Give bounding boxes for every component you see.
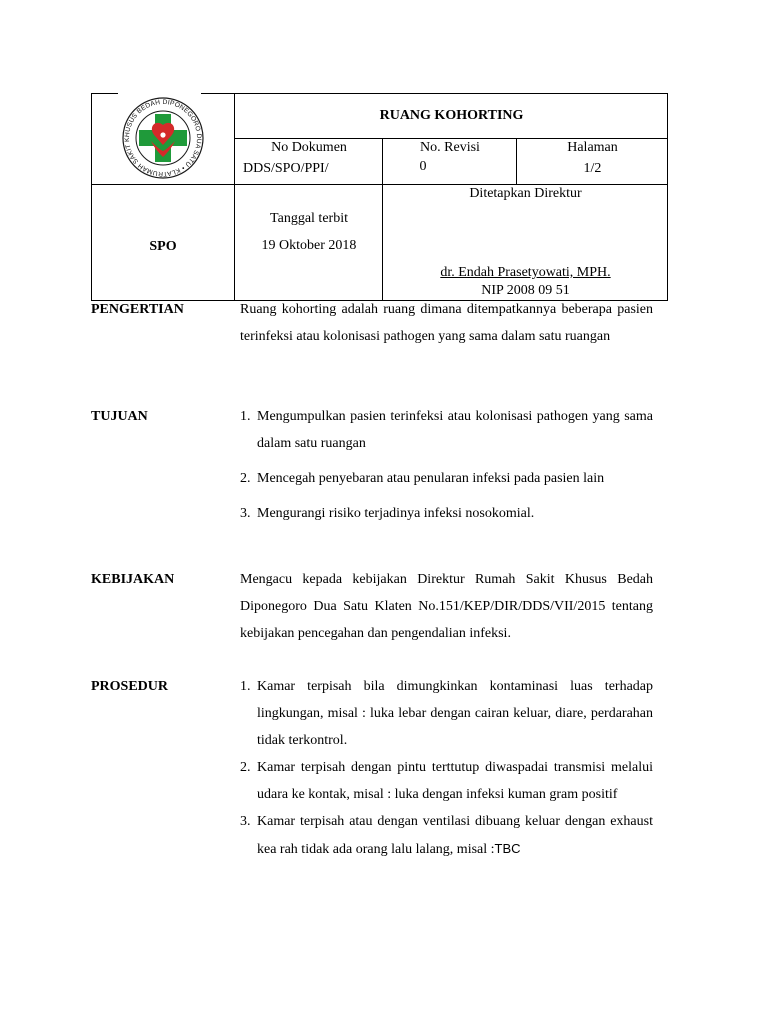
section-body-kebijakan: Mengacu kepada kebijakan Direktur Rumah Sakit Khusus Bedah Diponegoro Dua Satu Klaten No.151/KEP/DIR/DDS/VII/2015 tentang kebijakan pencegahan dan pengendalian infeksi. <box>240 572 653 641</box>
section-body-prosedur <box>240 673 653 863</box>
halaman-value: 1/2 <box>583 161 602 176</box>
section-label-pengertian: PENGERTIAN <box>91 302 184 317</box>
table-border-top <box>91 93 118 94</box>
tanggal-terbit-label: Tanggal terbit <box>270 211 348 226</box>
no-dokumen-value: DDS/SPO/PPI/ <box>243 161 329 176</box>
list-item: 2. Mencegah penyebaran atau penularan infeksi pada pasien lain <box>240 471 605 486</box>
no-revisi-label: No. Revisi <box>420 140 480 155</box>
no-revisi-value: 0 <box>419 159 427 174</box>
page-title: RUANG KOHORTING <box>379 108 524 123</box>
table-border-top <box>201 93 668 94</box>
no-dokumen-label: No Dokumen <box>271 140 347 155</box>
list-item: 2. Kamar terpisah dengan pintu terttutup diwaspadai transmisi melalui udara ke kontak, misal : luka dengan infeksi kuman gram positif <box>240 760 653 802</box>
list-item: 1. Mengumpulkan pasien terinfeksi atau kolonisasi pathogen yang sama dalam satu ruangan <box>240 409 653 451</box>
section-label-kebijakan: KEBIJAKAN <box>91 572 175 587</box>
section-body-tujuan <box>240 403 653 527</box>
ditetapkan-label: Ditetapkan Direktur <box>469 186 582 201</box>
director-nip: NIP 2008 09 51 <box>481 283 570 298</box>
section-label-tujuan: TUJUAN <box>91 409 148 424</box>
section-body-pengertian: Ruang kohorting adalah ruang dimana ditempatkannya beberapa pasien terinfeksi atau kolonisasi pathogen yang sama dalam satu ruangan <box>240 302 653 344</box>
spo-label: SPO <box>149 239 177 254</box>
table-border-left <box>91 93 92 301</box>
section-label-prosedur: PROSEDUR <box>91 679 169 694</box>
list-item: 3. Mengurangi risiko terjadinya infeksi nosokomial. <box>240 506 535 521</box>
svg-text:RUMAH SAKIT KHUSUS BEDAH DIPON: RUMAH SAKIT KHUSUS BEDAH DIPONEGORO DUA SATU • KLAT <box>123 98 203 178</box>
tanggal-terbit-value: 19 Oktober 2018 <box>261 238 357 253</box>
halaman-label: Halaman <box>567 140 618 155</box>
list-item: 3. Kamar terpisah atau dengan ventilasi dibuang keluar dengan exhaust kea rah tidak ada orang lalu lalang, misal :TBC <box>240 814 653 857</box>
list-item: 1. Kamar terpisah bila dimungkinkan kontaminasi luas terhadap lingkungan, misal : luka lebar dengan cairan keluar, diare, perdarahan tidak terkontrol. <box>240 679 653 748</box>
hospital-logo <box>109 97 217 179</box>
director-name: dr. Endah Prasetyowati, MPH. <box>440 265 611 280</box>
